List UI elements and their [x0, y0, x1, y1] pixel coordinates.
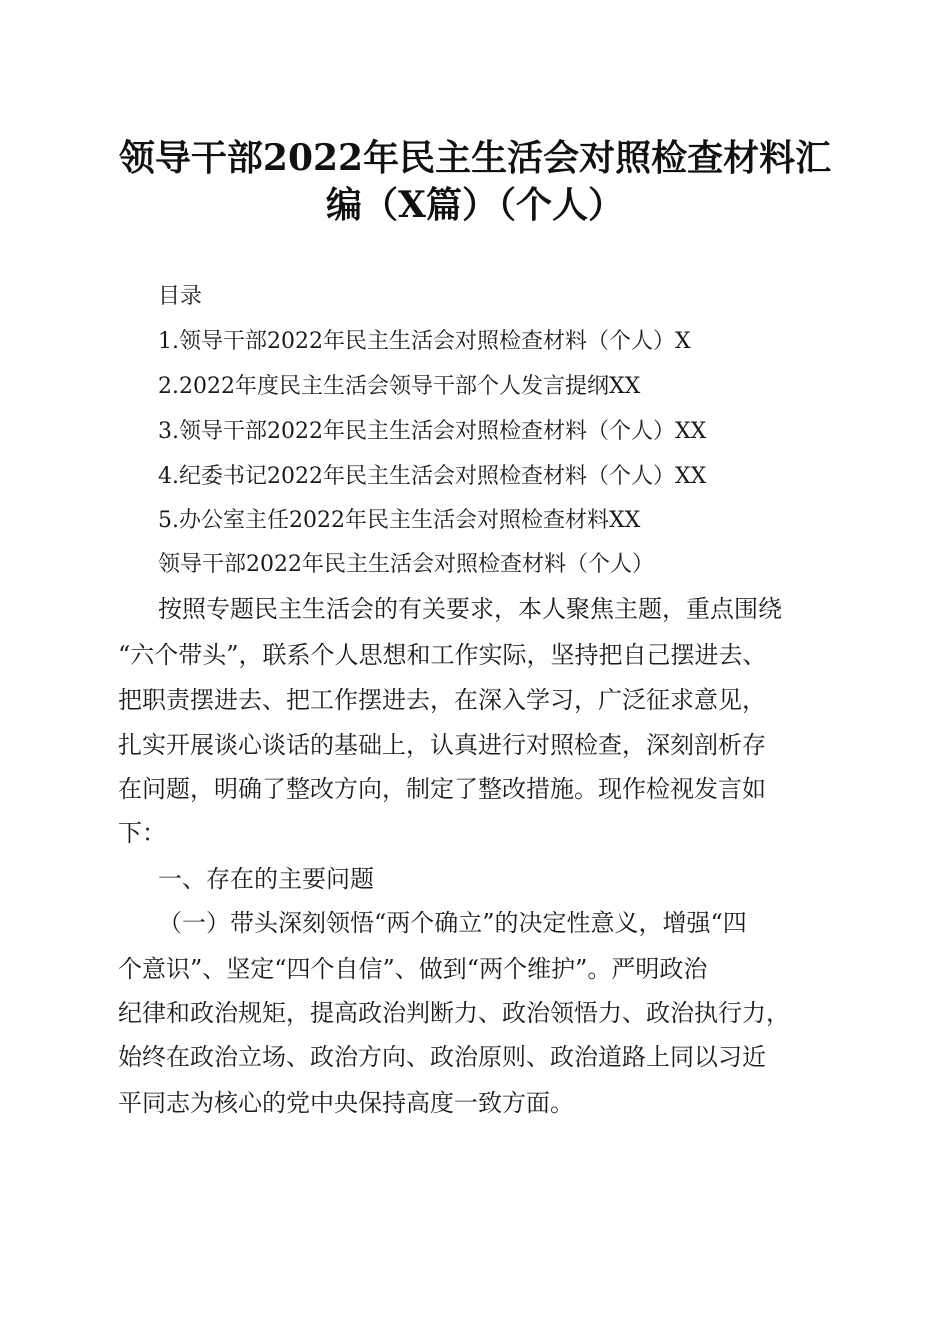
subsection-line: 纪律和政治规矩，提高政治判断力、政治领悟力、政治执行力， — [118, 999, 790, 1027]
intro-line: 把职责摆进去、把工作摆进去，在深入学习，广泛征求意见， — [118, 686, 766, 714]
subsection-line: （一）带头深刻领悟“两个确立”的决定性意义，增强“四 — [158, 909, 747, 937]
intro-line: 下： — [118, 819, 166, 847]
toc-heading: 目录 — [158, 284, 203, 309]
section-heading: 一、存在的主要问题 — [158, 865, 374, 893]
subsection-line: 平同志为核心的党中央保持高度一致方面。 — [118, 1089, 574, 1117]
subsection-line: 始终在政治立场、政治方向、政治原则、政治道路上同以习近 — [118, 1043, 766, 1071]
subsection-line: 个意识”、坚定“四个自信”、做到“两个维护”。严明政治 — [118, 955, 708, 983]
toc-item: 5.办公室主任2022年民主生活会对照检查材料XX — [158, 508, 641, 533]
toc-item: 2.2022年度民主生活会领导干部个人发言提纲XX — [158, 374, 641, 399]
toc-item: 4.纪委书记2022年民主生活会对照检查材料（个人）XX — [158, 464, 707, 489]
document-title-line-1: 领导干部2022年民主生活会对照检查材料汇 — [118, 137, 832, 179]
intro-line: 在问题，明确了整改方向，制定了整改措施。现作检视发言如 — [118, 775, 766, 803]
toc-item: 3.领导干部2022年民主生活会对照检查材料（个人）XX — [158, 419, 707, 444]
intro-line: 扎实开展谈心谈话的基础上，认真进行对照检查，深刻剖析存 — [118, 731, 766, 759]
document-title-line-2: 编（X篇）（个人） — [326, 184, 624, 226]
article-title: 领导干部2022年民主生活会对照检查材料（个人） — [158, 552, 654, 577]
toc-item: 1.领导干部2022年民主生活会对照检查材料（个人）X — [158, 329, 691, 354]
intro-line: 按照专题民主生活会的有关要求，本人聚焦主题，重点围绕 — [158, 595, 782, 623]
intro-line: “六个带头”，联系个人思想和工作实际，坚持把自己摆进去、 — [118, 641, 767, 669]
